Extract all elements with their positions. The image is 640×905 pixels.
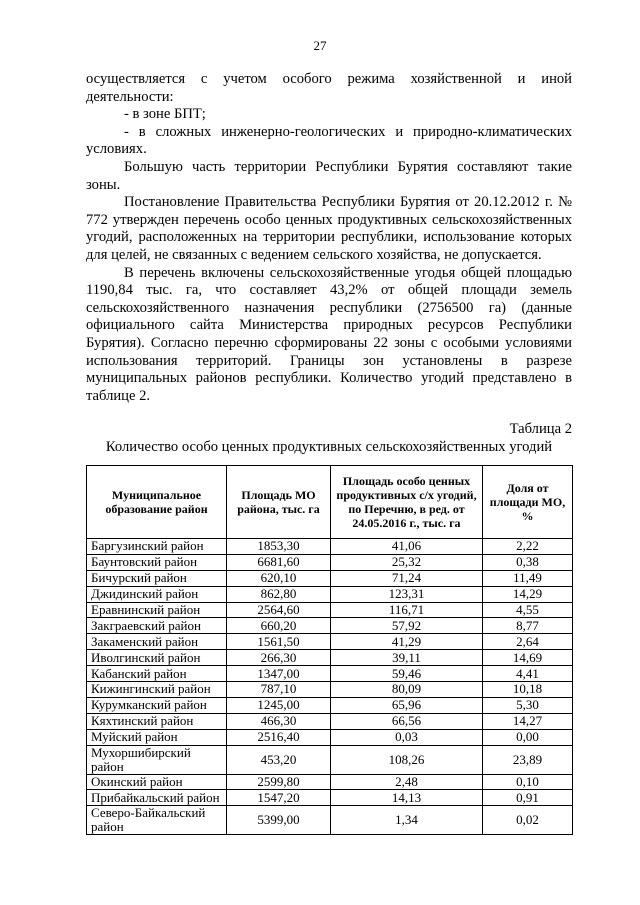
cell-share: 0,02	[483, 806, 573, 835]
page-number: 27	[313, 38, 327, 53]
cell-mo-area: 466,30	[227, 713, 331, 729]
cell-valuable-area: 41,29	[331, 634, 483, 650]
cell-municipality: Кижингинский район	[87, 682, 227, 698]
cell-municipality: Прибайкальский район	[87, 790, 227, 806]
paragraph: Постановление Правительства Республики Бурятия от 20.12.2012 г. № 772 утвержден перечень особо ценных продуктивных сельскохозяйственных угодий, расположенных на территории республики, использование которых для целей, не связанных с ведением сельского хозяйства, не допускается.	[86, 194, 572, 263]
cell-municipality: Закаменский район	[87, 634, 227, 650]
paragraph: - в сложных инженерно-геологических и природно-климатических условиях.	[86, 123, 572, 158]
table-row	[87, 570, 573, 586]
cell-municipality: Кяхтинский район	[87, 713, 227, 729]
cell-share: 0,00	[483, 729, 573, 745]
table-row	[87, 650, 573, 666]
cell-mo-area: 2599,80	[227, 774, 331, 790]
cell-mo-area: 266,30	[227, 650, 331, 666]
table-row	[87, 602, 573, 618]
cell-share: 8,77	[483, 618, 573, 634]
cell-municipality: Баунтовский район	[87, 554, 227, 570]
body-text	[86, 71, 572, 405]
table-row	[87, 774, 573, 790]
cell-valuable-area: 116,71	[331, 602, 483, 618]
cell-municipality: Северо-Байкальский район	[87, 806, 227, 835]
table-row	[87, 745, 573, 774]
table-row	[87, 790, 573, 806]
cell-municipality: Баргузинский район	[87, 539, 227, 555]
cell-valuable-area: 59,46	[331, 666, 483, 682]
header-municipality: Муниципальное образование район	[87, 466, 227, 539]
table-row	[87, 539, 573, 555]
paragraph: Большую часть территории Республики Бурятия составляют такие зоны.	[86, 158, 572, 193]
table-row	[87, 729, 573, 745]
cell-municipality: Курумканский район	[87, 697, 227, 713]
cell-valuable-area: 25,32	[331, 554, 483, 570]
cell-mo-area: 1853,30	[227, 539, 331, 555]
cell-municipality: Закграевский район	[87, 618, 227, 634]
cell-mo-area: 1347,00	[227, 666, 331, 682]
header-mo-area: Площадь МО района, тыс. га	[227, 466, 331, 539]
cell-share: 0,91	[483, 790, 573, 806]
paragraph: - в зоне БПТ;	[124, 106, 206, 123]
cell-municipality: Еравнинский район	[87, 602, 227, 618]
cell-valuable-area: 39,11	[331, 650, 483, 666]
table-title: Количество особо ценных продуктивных сельскохозяйственных угодий	[105, 438, 553, 455]
cell-valuable-area: 71,24	[331, 570, 483, 586]
table-body	[87, 539, 573, 835]
cell-mo-area: 2564,60	[227, 602, 331, 618]
cell-share: 5,30	[483, 697, 573, 713]
table-caption	[86, 421, 572, 456]
cell-mo-area: 1245,00	[227, 697, 331, 713]
cell-municipality: Джидинский район	[87, 586, 227, 602]
paragraph: В перечень включены сельскохозяйственные угодья общей площадью 1190,84 тыс. га, что составляет 43,2% от общей площади земель сельскохозяйственного назначения республики (2756500 га) (данные официального сайта Министерства природных ресурсов Республики Бурятия). Согласно перечню сформированы 22 зоны с особыми условиями использования территорий. Границы зон установлены в разрезе муниципальных районов республики. Количество угодий представлено в таблице 2.	[86, 264, 572, 404]
header-valuable-land-area: Площадь особо ценных продуктивных с/х угодий, по Перечню, в ред. от 24.05.2016 г., тыс. га	[331, 466, 483, 539]
table-row	[87, 666, 573, 682]
cell-valuable-area: 65,96	[331, 697, 483, 713]
cell-valuable-area: 80,09	[331, 682, 483, 698]
cell-municipality: Иволгинский район	[87, 650, 227, 666]
cell-share: 4,55	[483, 602, 573, 618]
cell-valuable-area: 0,03	[331, 729, 483, 745]
cell-valuable-area: 41,06	[331, 539, 483, 555]
cell-valuable-area: 14,13	[331, 790, 483, 806]
table-row	[87, 713, 573, 729]
cell-mo-area: 660,20	[227, 618, 331, 634]
cell-mo-area: 1561,50	[227, 634, 331, 650]
cell-share: 0,10	[483, 774, 573, 790]
cell-mo-area: 453,20	[227, 745, 331, 774]
cell-valuable-area: 57,92	[331, 618, 483, 634]
cell-valuable-area: 108,26	[331, 745, 483, 774]
cell-valuable-area: 123,31	[331, 586, 483, 602]
table-row	[87, 634, 573, 650]
table-number: Таблица 2	[509, 421, 572, 437]
table-header-row	[87, 466, 573, 539]
cell-share: 4,41	[483, 666, 573, 682]
cell-share: 2,22	[483, 539, 573, 555]
table-row	[87, 806, 573, 835]
cell-share: 14,69	[483, 650, 573, 666]
table-row	[87, 554, 573, 570]
table-row	[87, 586, 573, 602]
cell-valuable-area: 2,48	[331, 774, 483, 790]
header-share-percent: Доля от площади МО, %	[483, 466, 573, 539]
table-row	[87, 682, 573, 698]
cell-share: 23,89	[483, 745, 573, 774]
cell-share: 2,64	[483, 634, 573, 650]
agricultural-land-table	[86, 465, 573, 835]
cell-share: 14,27	[483, 713, 573, 729]
cell-municipality: Бичурский район	[87, 570, 227, 586]
cell-share: 11,49	[483, 570, 573, 586]
cell-mo-area: 6681,60	[227, 554, 331, 570]
cell-mo-area: 2516,40	[227, 729, 331, 745]
cell-municipality: Окинский район	[87, 774, 227, 790]
cell-share: 10,18	[483, 682, 573, 698]
cell-mo-area: 862,80	[227, 586, 331, 602]
cell-valuable-area: 66,56	[331, 713, 483, 729]
cell-mo-area: 1547,20	[227, 790, 331, 806]
cell-municipality: Муйский район	[87, 729, 227, 745]
cell-municipality: Кабанский район	[87, 666, 227, 682]
cell-share: 14,29	[483, 586, 573, 602]
cell-mo-area: 5399,00	[227, 806, 331, 835]
table-row	[87, 618, 573, 634]
cell-mo-area: 787,10	[227, 682, 331, 698]
paragraph: осуществляется с учетом особого режима хозяйственной и иной деятельности:	[86, 71, 572, 105]
table-row	[87, 697, 573, 713]
cell-share: 0,38	[483, 554, 573, 570]
cell-mo-area: 620,10	[227, 570, 331, 586]
cell-valuable-area: 1,34	[331, 806, 483, 835]
cell-municipality: Мухоршибирский район	[87, 745, 227, 774]
